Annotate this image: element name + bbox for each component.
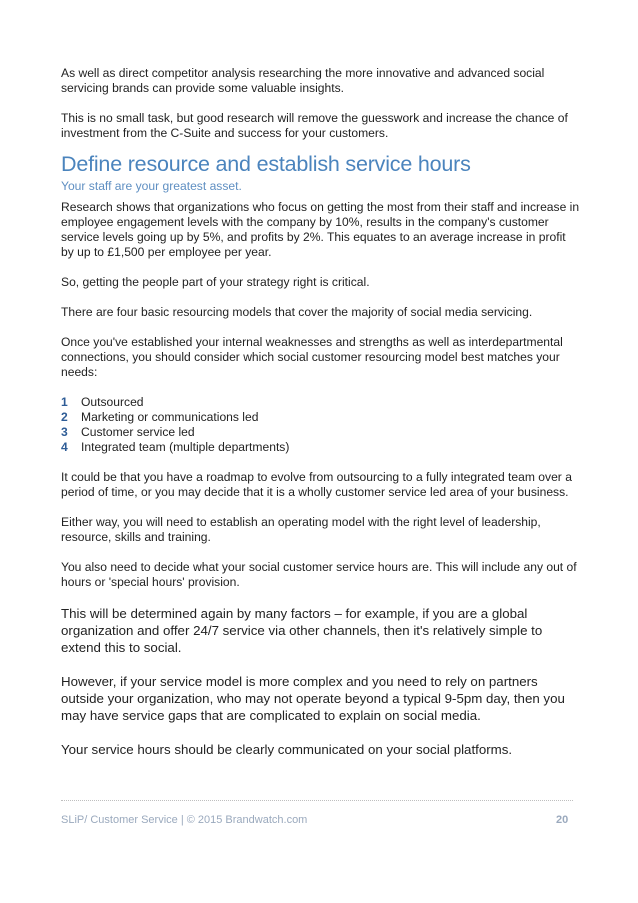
body-paragraph: You also need to decide what your social customer service hours are. This will include any out of hours or 'special hours' provision.: [61, 560, 577, 589]
list-label: Outsourced: [81, 395, 144, 409]
list-number: 3: [61, 425, 68, 439]
list-item: [61, 410, 581, 425]
body-paragraph: There are four basic resourcing models that cover the majority of social media servicing.: [61, 305, 533, 319]
body-paragraph-large: Your service hours should be clearly communicated on your social platforms.: [61, 742, 513, 757]
body-paragraph: Once you've established your internal weaknesses and strengths as well as interdepartmental connections, you should consider which social customer resourcing model best matches your needs:: [61, 335, 563, 379]
list-item: [61, 440, 581, 455]
list-label: Marketing or communications led: [81, 410, 259, 424]
list-number: 1: [61, 395, 68, 409]
intro-paragraph: As well as direct competitor analysis researching the more innovative and advanced social servicing brands can provide some valuable insights.: [61, 66, 545, 95]
resourcing-models-list: [61, 395, 581, 455]
body-paragraph: It could be that you have a roadmap to evolve from outsourcing to a fully integrated team over a period of time, or you may decide that it is a wholly customer service led area of your business.: [61, 470, 572, 499]
body-paragraph-large: This will be determined again by many factors – for example, if you are a global organization and offer 24/7 service via other channels, then it's relatively simple to extend this to social.: [61, 606, 543, 655]
list-number: 4: [61, 440, 68, 454]
list-item: [61, 395, 581, 410]
body-paragraph: Research shows that organizations who focus on getting the most from their staff and increase in employee engagement levels with the company by 10%, results in the company's customer service levels going up by 5%, and profits by 2%. This equates to an average increase in profit by up to £1,500 per employee per year.: [61, 200, 580, 259]
footer-divider: [61, 800, 573, 801]
page-number: 20: [556, 814, 569, 826]
footer-credit: SLiP/ Customer Service | © 2015 Brandwatch.com: [61, 814, 308, 826]
body-paragraph: Either way, you will need to establish an operating model with the right level of leadership, resource, skills and training.: [61, 515, 541, 544]
list-label: Customer service led: [81, 425, 195, 439]
list-label: Integrated team (multiple departments): [81, 440, 290, 454]
list-item: [61, 425, 581, 440]
body-paragraph: So, getting the people part of your strategy right is critical.: [61, 275, 370, 289]
body-paragraph-large: However, if your service model is more complex and you need to rely on partners outside your organization, who may not operate beyond a typical 9-5pm day, then you may have service gaps that are complicated to explain on social media.: [61, 674, 565, 723]
section-heading: Define resource and establish service hours: [61, 152, 471, 176]
intro-paragraph: This is no small task, but good research will remove the guesswork and increase the chance of investment from the C-Suite and success for your customers.: [61, 111, 568, 140]
list-number: 2: [61, 410, 68, 424]
page-content: [61, 66, 581, 758]
section-subheading: Your staff are your greatest asset.: [61, 179, 242, 193]
